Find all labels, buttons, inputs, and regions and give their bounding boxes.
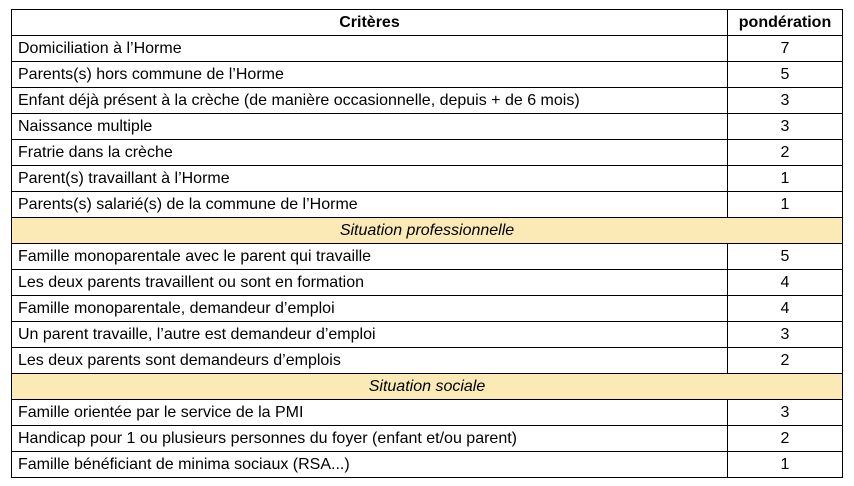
weight-cell: 2 bbox=[728, 140, 843, 166]
table-row bbox=[12, 400, 843, 426]
criterion-cell: Famille monoparentale, demandeur d’emploi bbox=[12, 296, 728, 322]
table-header-row bbox=[12, 10, 843, 36]
table-row bbox=[12, 36, 843, 62]
weight-cell: 3 bbox=[728, 114, 843, 140]
weight-cell: 3 bbox=[728, 400, 843, 426]
criterion-cell: Parents(s) salarié(s) de la commune de l’Horme bbox=[12, 192, 728, 218]
criterion-cell: Un parent travaille, l’autre est demandeur d’emploi bbox=[12, 322, 728, 348]
criterion-cell: Enfant déjà présent à la crèche (de manière occasionnelle, depuis + de 6 mois) bbox=[12, 88, 728, 114]
criterion-cell: Parent(s) travaillant à l’Horme bbox=[12, 166, 728, 192]
table-row bbox=[12, 452, 843, 478]
criterion-cell: Naissance multiple bbox=[12, 114, 728, 140]
criteria-column-header: Critères bbox=[12, 10, 728, 36]
criterion-cell: Les deux parents sont demandeurs d’emplois bbox=[12, 348, 728, 374]
criterion-cell: Domiciliation à l’Horme bbox=[12, 36, 728, 62]
weight-cell: 5 bbox=[728, 244, 843, 270]
table-row bbox=[12, 322, 843, 348]
table-row bbox=[12, 88, 843, 114]
criterion-cell: Les deux parents travaillent ou sont en formation bbox=[12, 270, 728, 296]
criteria-table bbox=[11, 9, 843, 478]
table-row bbox=[12, 62, 843, 88]
section-row-professional bbox=[12, 218, 843, 244]
table-row bbox=[12, 270, 843, 296]
table-row bbox=[12, 166, 843, 192]
section-row-social bbox=[12, 374, 843, 400]
table-row bbox=[12, 114, 843, 140]
weight-cell: 1 bbox=[728, 452, 843, 478]
weight-cell: 1 bbox=[728, 192, 843, 218]
criterion-cell: Famille bénéficiant de minima sociaux (RSA...) bbox=[12, 452, 728, 478]
criterion-cell: Famille orientée par le service de la PMI bbox=[12, 400, 728, 426]
table-row bbox=[12, 244, 843, 270]
section-title-professional: Situation professionnelle bbox=[12, 218, 843, 244]
criterion-cell: Handicap pour 1 ou plusieurs personnes du foyer (enfant et/ou parent) bbox=[12, 426, 728, 452]
weight-cell: 4 bbox=[728, 270, 843, 296]
weight-cell: 1 bbox=[728, 166, 843, 192]
weight-cell: 3 bbox=[728, 88, 843, 114]
weight-cell: 7 bbox=[728, 36, 843, 62]
criterion-cell: Famille monoparentale avec le parent qui travaille bbox=[12, 244, 728, 270]
criterion-cell: Fratrie dans la crèche bbox=[12, 140, 728, 166]
weight-cell: 5 bbox=[728, 62, 843, 88]
criterion-cell: Parents(s) hors commune de l’Horme bbox=[12, 62, 728, 88]
table-row bbox=[12, 426, 843, 452]
weight-cell: 4 bbox=[728, 296, 843, 322]
table-row bbox=[12, 348, 843, 374]
weight-cell: 3 bbox=[728, 322, 843, 348]
table-row bbox=[12, 296, 843, 322]
weight-column-header: pondération bbox=[728, 10, 843, 36]
weight-cell: 2 bbox=[728, 348, 843, 374]
weight-cell: 2 bbox=[728, 426, 843, 452]
section-title-social: Situation sociale bbox=[12, 374, 843, 400]
table-row bbox=[12, 140, 843, 166]
criteria-table-container bbox=[11, 9, 842, 478]
table-row bbox=[12, 192, 843, 218]
